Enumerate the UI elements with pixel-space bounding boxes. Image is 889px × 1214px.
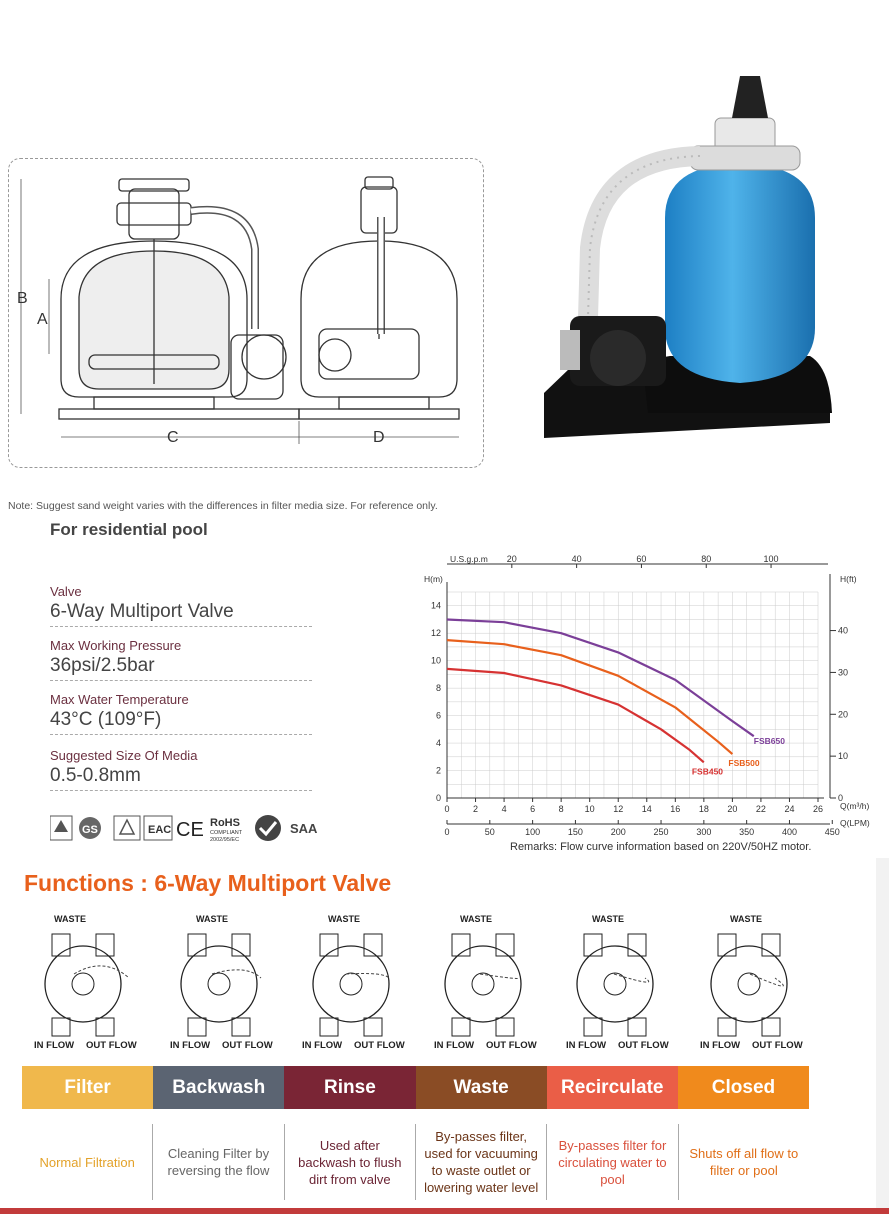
waste-label: WASTE — [730, 914, 763, 924]
waste-label: WASTE — [460, 914, 493, 924]
residential-subtitle: For residential pool — [50, 520, 208, 539]
out-flow-label: OUT FLOW — [618, 1040, 669, 1051]
spec-valve — [50, 584, 312, 627]
spec-label: Valve — [50, 584, 82, 599]
x-tick-label: 22 — [755, 804, 766, 814]
x-tick-label: 4 — [501, 804, 507, 814]
out-flow-label: OUT FLOW — [222, 1040, 273, 1051]
spec-temperature — [50, 692, 312, 735]
mode-filter: Filter — [22, 1066, 153, 1109]
desc-backwash: Cleaning Filter by reversing the flow — [152, 1124, 283, 1200]
lpm-tick-label: 300 — [696, 827, 712, 837]
lpm-tick-label: 100 — [525, 827, 541, 837]
in-flow-label: IN FLOW — [566, 1040, 607, 1051]
y-tick-label: 0 — [435, 793, 441, 803]
spec-pressure — [50, 638, 312, 681]
valve-diagram-closed — [690, 908, 820, 1058]
waste-label: WASTE — [54, 914, 87, 924]
lpm-tick-label: 450 — [824, 827, 840, 837]
dim-label-d: D — [373, 429, 385, 446]
pump-curve-chart — [420, 552, 889, 852]
ft-tick-label: 10 — [838, 751, 849, 762]
eac-logo-icon — [144, 816, 172, 840]
mode-descriptions — [22, 1124, 809, 1200]
mode-closed: Closed — [678, 1066, 809, 1109]
svg-text:GS: GS — [82, 824, 98, 836]
waste-label: WASTE — [328, 914, 361, 924]
valve-diagram-recirculate — [556, 908, 686, 1058]
desc-recirculate: By-passes filter for circulating water to pool — [546, 1124, 677, 1200]
valve-flow-icon — [24, 926, 154, 1038]
lpm-tick-label: 50 — [484, 827, 495, 837]
lpm-tick-label: 350 — [739, 827, 755, 837]
gpm-tick-label: 100 — [763, 554, 779, 564]
series-label-fsb500: FSB500 — [728, 758, 760, 769]
x-tick-label: 26 — [812, 804, 824, 814]
y-tick-label: 2 — [435, 765, 441, 776]
series-label-fsb650: FSB650 — [753, 736, 785, 747]
dim-label-b: B — [17, 290, 28, 307]
out-flow-label: OUT FLOW — [486, 1040, 537, 1051]
y-axis-label: H(m) — [424, 574, 443, 584]
valve-diagram-filter — [24, 908, 154, 1058]
mode-rinse: Rinse — [284, 1066, 415, 1109]
gpm-tick-label: 40 — [571, 554, 582, 564]
y-tick-label: 12 — [430, 628, 441, 639]
series-line-fsb650 — [447, 620, 754, 737]
dim-label-a: A — [37, 311, 48, 328]
y-tick-label: 8 — [435, 683, 441, 694]
gpm-tick-label: 20 — [506, 554, 517, 564]
x-tick-label: 2 — [473, 804, 479, 814]
mode-backwash: Backwash — [153, 1066, 284, 1109]
spec-media-size — [50, 748, 312, 791]
gs-logo-icon — [79, 817, 101, 839]
chart-remarks: Remarks: Flow curve information based on 220V/50HZ motor. — [510, 841, 812, 853]
eac-logo-text: EAC — [148, 824, 172, 836]
x-tick-label: 0 — [444, 804, 450, 814]
series-label-fsb450: FSB450 — [691, 766, 724, 777]
spec-label: Max Working Pressure — [50, 638, 182, 653]
x-tick-label: 20 — [727, 804, 738, 814]
x-tick-label: 6 — [530, 804, 536, 814]
ft-axis-label: H(ft) — [840, 574, 857, 584]
out-flow-label: OUT FLOW — [752, 1040, 803, 1051]
mode-bar — [22, 1066, 809, 1109]
in-flow-label: IN FLOW — [34, 1040, 75, 1051]
ce-mark: CE — [176, 819, 204, 841]
in-flow-label: IN FLOW — [170, 1040, 211, 1051]
spec-value: 43°C (109°F) — [50, 709, 162, 730]
tuv-logo-icon — [50, 816, 72, 840]
gpm-tick-label: 60 — [636, 554, 647, 564]
lpm-tick-label: 250 — [653, 827, 669, 837]
lpm-tick-label: 400 — [781, 827, 797, 837]
out-flow-label: OUT FLOW — [86, 1040, 137, 1051]
x-tick-label: 16 — [670, 804, 681, 814]
certification-logos — [50, 812, 350, 846]
waste-label: WASTE — [196, 914, 229, 924]
gpm-tick-label: 80 — [701, 554, 712, 564]
saa-mark: SAA — [290, 821, 318, 836]
sand-weight-note: Note: Suggest sand weight varies with the differences in filter media size. For reference only. — [8, 500, 438, 512]
y-tick-label: 14 — [430, 600, 441, 611]
rohs-directive: 2002/95/EC — [210, 837, 240, 843]
mode-waste: Waste — [416, 1066, 547, 1109]
desc-closed: Shuts off all flow to filter or pool — [678, 1124, 809, 1200]
ft-tick-label: 40 — [838, 625, 849, 636]
saa-check-icon — [255, 815, 281, 841]
spec-value: 6-Way Multiport Valve — [50, 601, 234, 622]
valve-diagram-backwash — [160, 908, 290, 1058]
in-flow-label: IN FLOW — [700, 1040, 741, 1051]
y-tick-label: 10 — [430, 655, 441, 666]
valve-flow-icon — [424, 926, 554, 1038]
spec-label: Suggested Size Of Media — [50, 748, 198, 763]
x-tick-label: 12 — [613, 804, 624, 814]
valve-flow-icon — [690, 926, 820, 1038]
valve-diagram-rinse — [292, 908, 422, 1058]
filter-drawing — [9, 159, 485, 469]
in-flow-label: IN FLOW — [434, 1040, 475, 1051]
valve-flow-icon — [556, 926, 686, 1038]
lpm-tick-label: 0 — [444, 827, 450, 837]
x-tick-label: 10 — [584, 804, 595, 814]
rohs-compliant: COMPLIANT — [210, 830, 243, 836]
gpm-axis-label: U.S.g.p.m — [450, 554, 488, 564]
y-tick-label: 6 — [435, 710, 441, 721]
ft-tick-label: 0 — [838, 793, 844, 803]
valve-diagram-waste — [424, 908, 554, 1058]
lpm-tick-label: 200 — [610, 827, 626, 837]
bottom-divider — [0, 1208, 889, 1214]
ft-tick-label: 30 — [838, 667, 849, 678]
functions-title: Functions : 6-Way Multiport Valve — [24, 870, 392, 896]
ft-tick-label: 20 — [838, 709, 849, 720]
spec-value: 36psi/2.5bar — [50, 655, 155, 676]
desc-rinse: Used after backwash to flush dirt from valve — [284, 1124, 415, 1200]
desc-waste: By-passes filter, used for vacuuming to waste outlet or lowering water level — [415, 1124, 546, 1200]
x-tick-label: 8 — [558, 804, 564, 814]
out-flow-label: OUT FLOW — [354, 1040, 405, 1051]
valve-flow-icon — [292, 926, 422, 1038]
rohs-mark: RoHS — [210, 817, 240, 829]
y-tick-label: 4 — [435, 738, 441, 749]
x-axis-label: Q(m³/h) — [840, 801, 870, 811]
spec-value: 0.5-0.8mm — [50, 765, 141, 786]
lpm-tick-label: 150 — [567, 827, 583, 837]
valve-flow-icon — [160, 926, 290, 1038]
side-divider — [876, 858, 889, 1214]
spec-label: Max Water Temperature — [50, 692, 189, 707]
x-tick-label: 24 — [784, 804, 795, 814]
x-tick-label: 18 — [698, 804, 709, 814]
waste-label: WASTE — [592, 914, 625, 924]
desc-filter: Normal Filtration — [39, 1154, 135, 1170]
x-tick-label: 14 — [641, 804, 652, 814]
dim-label-c: C — [167, 429, 179, 446]
in-flow-label: IN FLOW — [302, 1040, 343, 1051]
tuv-triangle-icon — [114, 816, 140, 840]
product-photo — [540, 68, 840, 440]
lpm-axis-label: Q(LPM) — [840, 818, 870, 828]
dimension-diagram — [8, 158, 484, 468]
mode-recirculate: Recirculate — [547, 1066, 678, 1109]
